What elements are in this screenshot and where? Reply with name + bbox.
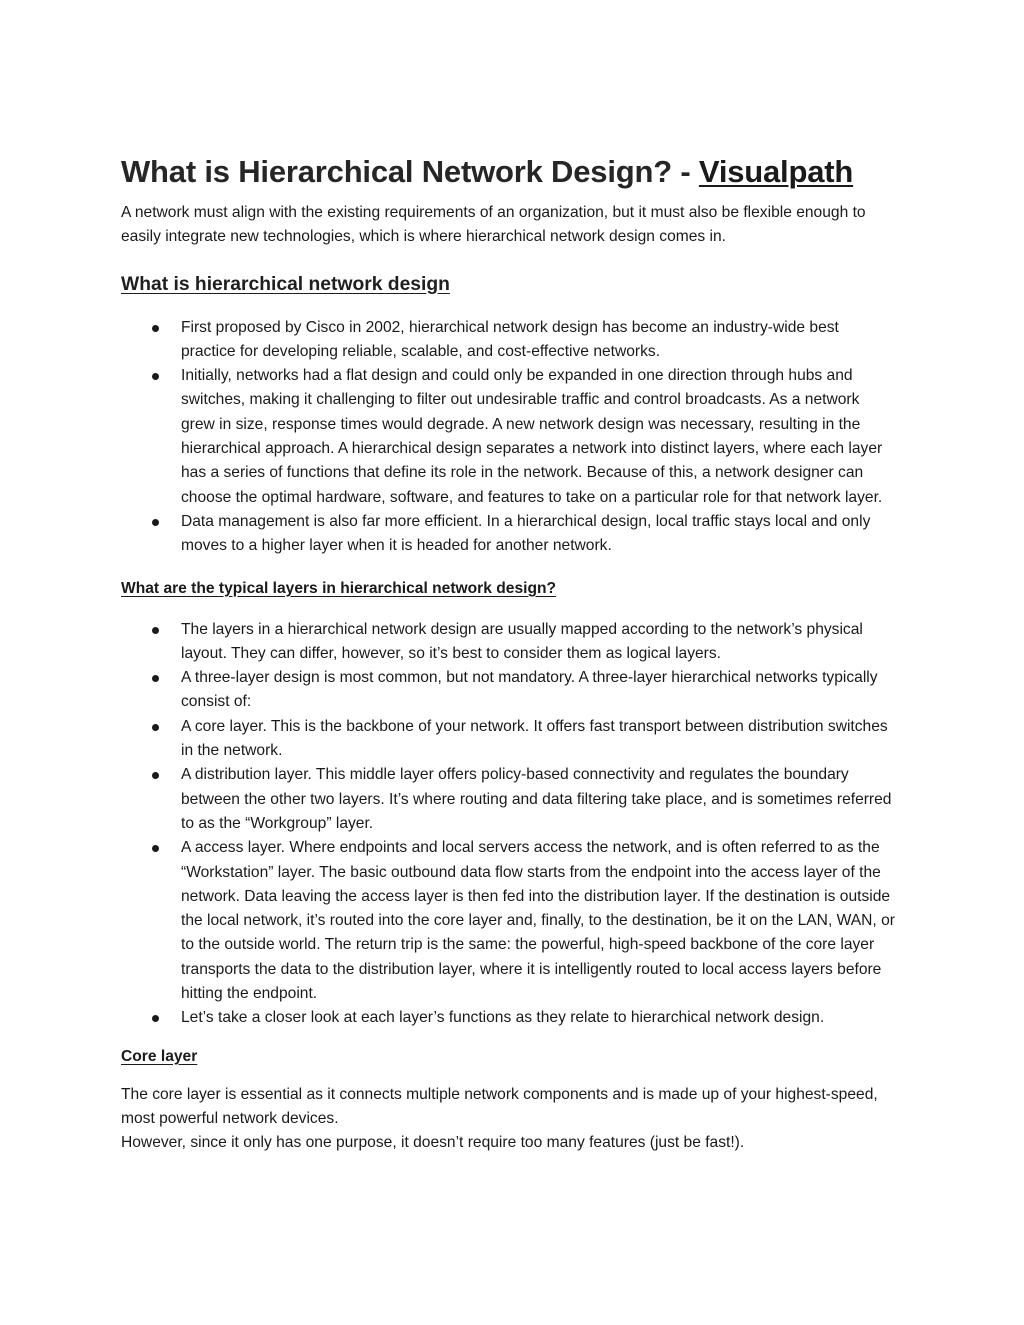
list-item-text: A three-layer design is most common, but not mandatory. A three-layer hierarchical networks typically consist of: [181,669,878,711]
intro-paragraph: A network must align with the existing requirements of an organization, but it must also be flexible enough to easily integrate new technologies, which is where hierarchical network design comes in. [121,204,866,246]
list-item [121,1006,896,1030]
bullet-icon [152,627,159,634]
list-item-text: A distribution layer. This middle layer offers policy-based connectivity and regulates the boundary between the other two layers. It’s where routing and data filtering take place, and is sometimes referred to as the “Workgroup” layer. [181,766,892,832]
bullet-icon [152,1015,159,1022]
list-item-text: Let’s take a closer look at each layer’s functions as they relate to hierarchical network design. [181,1009,825,1027]
bullet-icon [152,373,159,380]
list-item-text: First proposed by Cisco in 2002, hierarchical network design has become an industry-wide best practice for developing reliable, scalable, and cost-effective networks. [181,318,839,360]
list-item [121,364,896,510]
list-item-text: Initially, networks had a flat design and could only be expanded in one direction through hubs and switches, making it challenging to filter out undesirable traffic and control broadcasts. As a network grew in size, response times would degrade. A new network design was necessary, resulting in the hierarchical approach. A hierarchical design separates a network into distinct layers, where each layer has a series of functions that define its role in the network. Because of this, a network designer can choose the optimal hardware, software, and features to take on a particular role for that network layer. [181,367,883,506]
list-item [121,316,896,365]
list-item [121,715,896,764]
bullet-icon [152,325,159,332]
list-item [121,510,896,559]
list-item-text: Data management is also far more efficient. In a hierarchical design, local traffic stays local and only moves to a higher layer when it is headed for another network. [181,512,871,555]
document-page [121,150,896,1156]
bullet-icon [152,724,159,731]
list-item [121,618,896,667]
core-layer-paragraph-2: However, since it only has one purpose, it doesn’t require too many features (just be fast!). [121,1134,745,1152]
section-heading-hierarchical-design: What is hierarchical network design [121,273,450,295]
section-heading-core-layer: Core layer [121,1047,198,1065]
list-item [121,666,896,715]
hierarchical-design-list [121,316,896,559]
typical-layers-list [121,618,896,1031]
list-item-text: The layers in a hierarchical network design are usually mapped according to the network’s physical layout. They can differ, however, so it’s best to consider them as logical layers. [181,620,863,662]
title-text: What is Hierarchical Network Design? - [121,154,699,189]
document-title [121,150,896,194]
core-layer-paragraph: The core layer is essential as it connects multiple network components and is made up of your highest-speed, most powerful network devices. [121,1085,878,1127]
list-item-text: A access layer. Where endpoints and local servers access the network, and is often referred to as the “Workstation” layer. The basic outbound data flow starts from the endpoint into the access layer of the network. Data leaving the access layer is then fed into the distribution layer. If the destination is outside the local network, it’s routed into the core layer and, finally, to the destination, be it on the LAN, WAN, or to the outside world. The return trip is the same: the powerful, high-speed backbone of the core layer transports the data to the distribution layer, where it is intelligently routed to local access layers before hitting the endpoint. [181,839,895,1003]
bullet-icon [152,519,159,526]
bullet-icon [152,675,159,682]
bullet-icon [152,845,159,852]
section-heading-typical-layers: What are the typical layers in hierarchical network design? [121,579,557,597]
list-item-text: A core layer. This is the backbone of your network. It offers fast transport between distribution switches in the network. [181,717,888,760]
list-item [121,763,896,836]
list-item [121,836,896,1006]
visualpath-link[interactable]: Visualpath [698,154,854,189]
bullet-icon [152,772,159,779]
